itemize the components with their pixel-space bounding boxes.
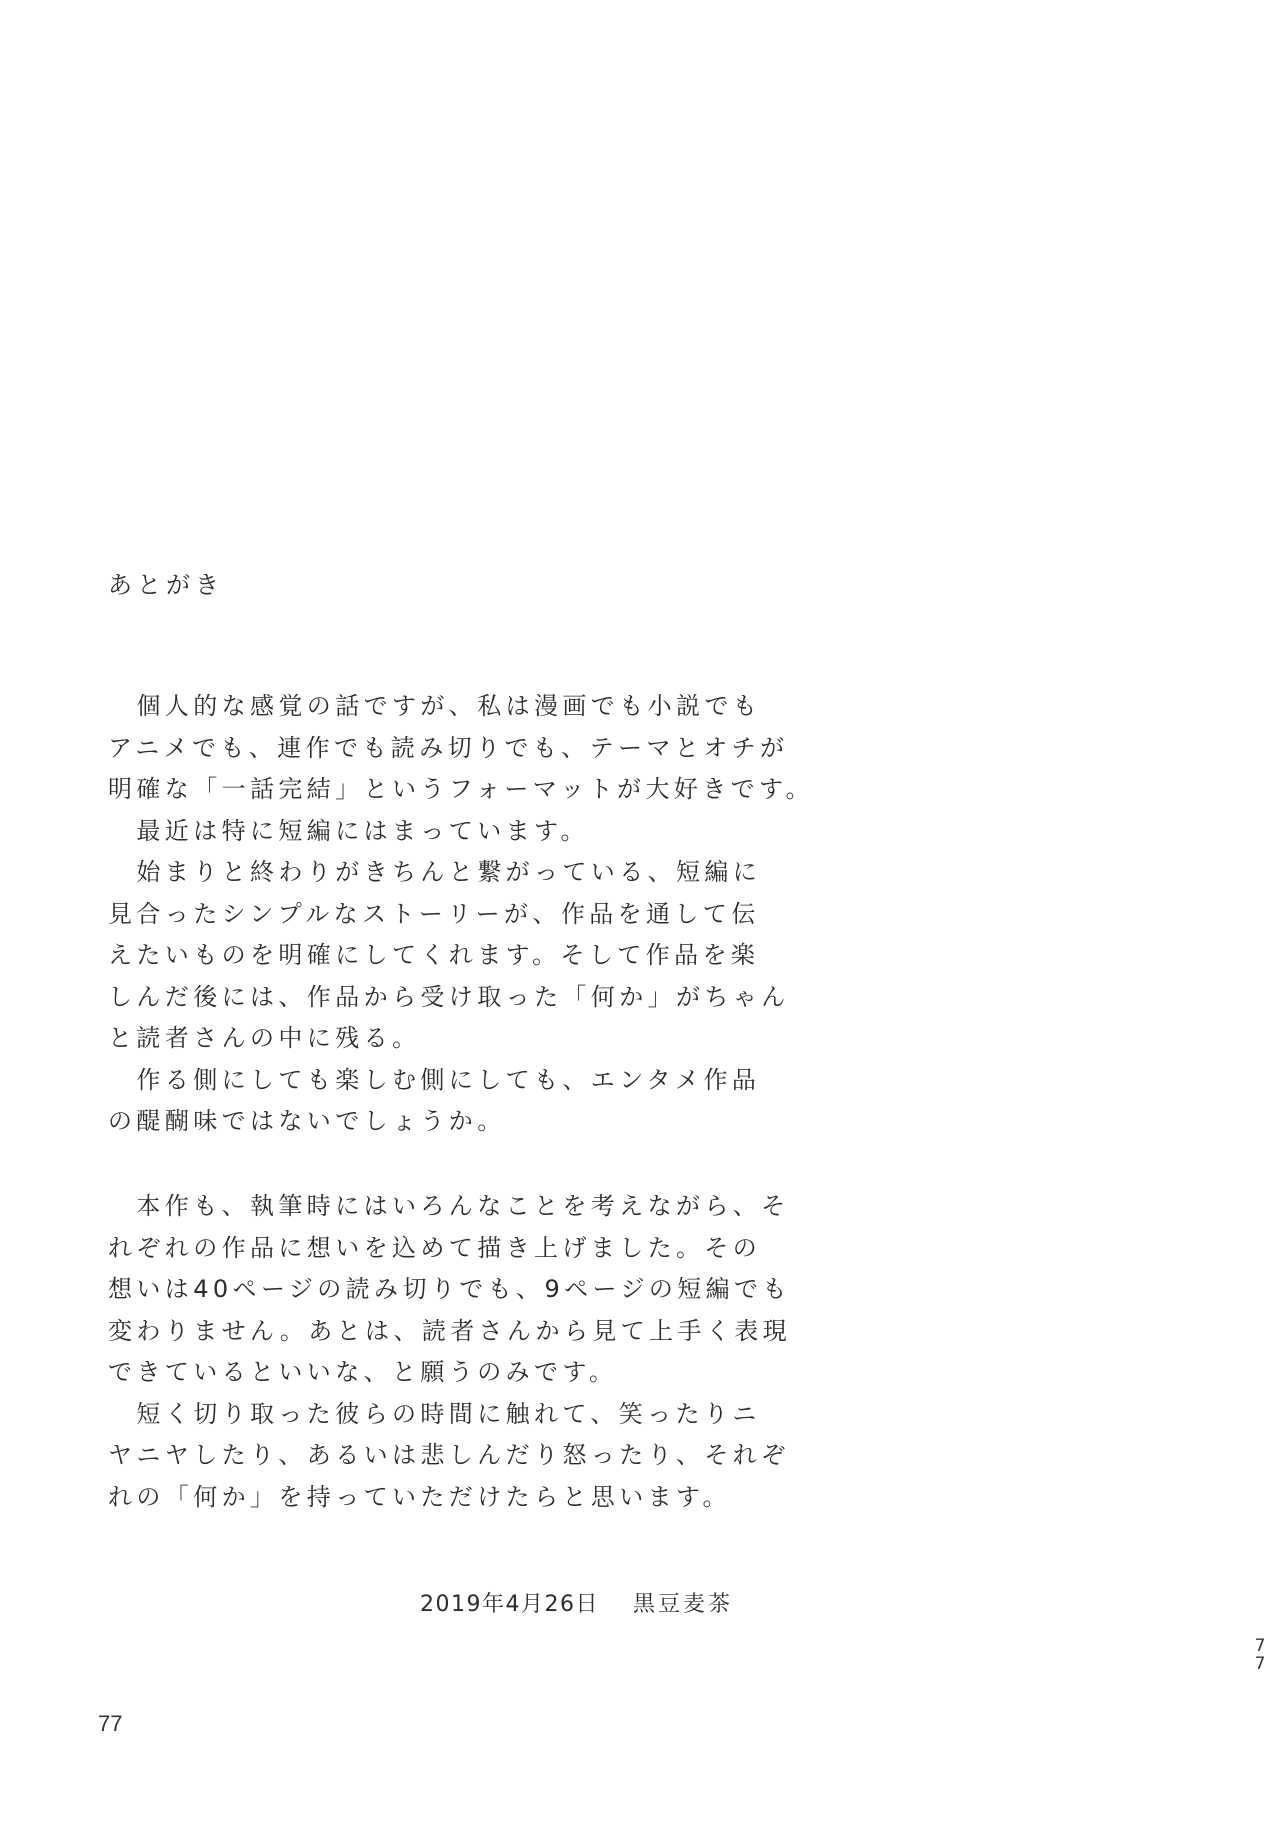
text-line: ヤニヤしたり、あるいは悲しんだり怒ったり、それぞ <box>108 1441 790 1469</box>
text-line: の醍醐味ではないでしょうか。 <box>108 1107 506 1135</box>
text-line: れの「何か」を持っていただけたらと思います。 <box>108 1482 731 1511</box>
text-line: 短く切り取った彼らの時間に触れて、笑ったりニ <box>108 1399 761 1428</box>
text-line: と読者さんの中に残る。 <box>108 1024 421 1052</box>
afterword-paragraph-2 <box>108 1186 792 1518</box>
text-line: 見合ったシンプルなストーリーが、作品を通して伝 <box>108 899 760 928</box>
text-line: 明確な「一話完結」というフォーマットが大好きです。 <box>108 775 814 803</box>
signature-author: 黒豆麦茶 <box>632 1592 733 1617</box>
vertical-page-folio <box>1250 1637 1270 1673</box>
text-line: アニメでも、連作でも読み切りでも、テーマとオチが <box>108 733 789 762</box>
text-line: 始まりと終わりがきちんと繋がっている、短編に <box>108 858 762 886</box>
text-line: えたいものを明確にしてくれます。そして作品を楽 <box>108 941 760 969</box>
signature <box>420 1588 733 1622</box>
text-line: しんだ後には、作品から受け取った「何か」がちゃん <box>108 982 790 1011</box>
afterword-paragraph-1 <box>108 686 814 1143</box>
folio-digit: 7 <box>1254 1654 1266 1674</box>
text-line: 最近は特に短編にはまっています。 <box>108 816 589 845</box>
text-line: 作る側にしても楽しむ側にしても、エンタメ作品 <box>108 1065 761 1094</box>
text-line: 変わりません。あとは、読者さんから見て上手く表現 <box>108 1316 792 1345</box>
text-line: 想いは40ページの読み切りでも、9ページの短編でも <box>108 1275 791 1303</box>
text-line: れぞれの作品に想いを込めて描き上げました。その <box>108 1233 762 1262</box>
signature-date: 2019年4月26日 <box>420 1592 599 1617</box>
afterword-heading: あとがき <box>108 571 224 599</box>
text-line: できているといいな、と願うのみです。 <box>108 1358 618 1386</box>
text-line: 本作も、執筆時にはいろんなことを考えながら、そ <box>108 1192 790 1220</box>
text-line: 個人的な感覚の話ですが、私は漫画でも小説でも <box>108 692 762 720</box>
folio-digit: 7 <box>1254 1636 1266 1656</box>
page-number: 77 <box>98 1711 123 1736</box>
